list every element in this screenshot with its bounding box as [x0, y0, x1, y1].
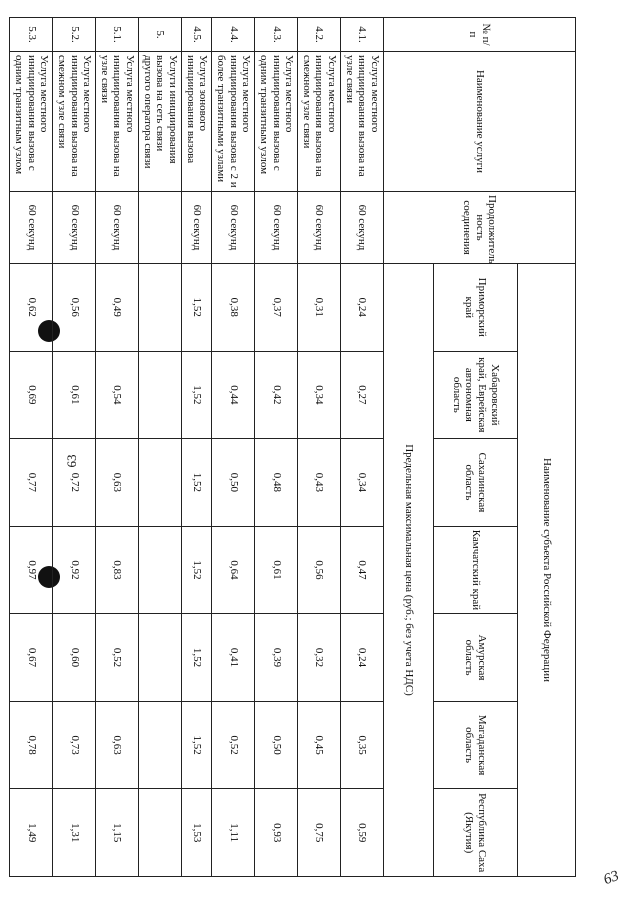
- table-row: [10, 18, 53, 877]
- price-cell: [139, 701, 182, 789]
- row-number: 5.: [139, 18, 182, 52]
- price-cell: 0,38: [212, 264, 255, 352]
- header-region: Сахалинская область: [434, 439, 518, 527]
- price-cell: 0,52: [96, 614, 139, 702]
- price-cell: 1,52: [182, 351, 212, 439]
- price-cell: 0,56: [298, 526, 341, 614]
- price-cell: 0,64: [212, 526, 255, 614]
- table-row: [341, 18, 384, 877]
- price-cell: 0,41: [212, 614, 255, 702]
- duration-cell: 60 секунд: [96, 192, 139, 264]
- price-cell: 0,39: [255, 614, 298, 702]
- header-price-caption: Предельная максимальная цена (руб.; без учета НДС): [384, 264, 434, 877]
- price-cell: 1,11: [212, 789, 255, 877]
- header-region: Республика Саха (Якутия): [434, 789, 518, 877]
- table-row: [96, 18, 139, 877]
- price-cell: 0,61: [255, 526, 298, 614]
- duration-cell: 60 секунд: [298, 192, 341, 264]
- service-name: Услуга местного инициирования вызова с одним транзитным узлом: [10, 52, 53, 192]
- price-cell: 0,47: [341, 526, 384, 614]
- tariff-table: [9, 17, 576, 877]
- tariff-table-body: [10, 18, 384, 877]
- price-cell: [139, 789, 182, 877]
- service-name: Услуги инициирования вызова на сеть связи другого оператора связи: [139, 52, 182, 192]
- price-cell: 0,97: [10, 526, 53, 614]
- duration-cell: 60 секунд: [182, 192, 212, 264]
- price-cell: 0,83: [96, 526, 139, 614]
- table-row: [298, 18, 341, 877]
- duration-cell: 60 секунд: [53, 192, 96, 264]
- price-cell: [139, 526, 182, 614]
- price-cell: 0,61: [53, 351, 96, 439]
- price-cell: 0,60: [53, 614, 96, 702]
- price-cell: 1,52: [182, 614, 212, 702]
- price-cell: 0,48: [255, 439, 298, 527]
- page-number: 63: [64, 454, 79, 468]
- price-cell: 0,67: [10, 614, 53, 702]
- price-cell: 0,92: [53, 526, 96, 614]
- handwritten-signature: 63: [601, 867, 622, 889]
- service-name: Услуга местного инициирования вызова на смежном узле связи: [298, 52, 341, 192]
- price-cell: 1,31: [53, 789, 96, 877]
- price-cell: 0,54: [96, 351, 139, 439]
- duration-cell: 60 секунд: [255, 192, 298, 264]
- price-cell: 1,52: [182, 526, 212, 614]
- service-name: Услуга местного инициирования вызова на смежном узле связи: [53, 52, 96, 192]
- row-number: 4.1.: [341, 18, 384, 52]
- price-cell: 1,49: [10, 789, 53, 877]
- price-cell: 0,31: [298, 264, 341, 352]
- service-name: Услуга зонового инициирования вызова: [182, 52, 212, 192]
- table-row: [139, 18, 182, 877]
- price-cell: 0,62: [10, 264, 53, 352]
- price-cell: 0,50: [255, 701, 298, 789]
- header-region: Магаданская область: [434, 701, 518, 789]
- price-cell: 1,52: [182, 264, 212, 352]
- table-row: [212, 18, 255, 877]
- price-cell: 0,24: [341, 264, 384, 352]
- row-number: 4.4.: [212, 18, 255, 52]
- service-name: Услуга местного инициирования вызова с одним транзитным узлом: [255, 52, 298, 192]
- price-cell: 0,93: [255, 789, 298, 877]
- duration-cell: 60 секунд: [10, 192, 53, 264]
- price-cell: 0,52: [212, 701, 255, 789]
- price-cell: 1,52: [182, 439, 212, 527]
- price-cell: 0,24: [341, 614, 384, 702]
- price-cell: 0,50: [212, 439, 255, 527]
- duration-cell: [139, 192, 182, 264]
- price-cell: [139, 439, 182, 527]
- header-service: Наименование услуги: [384, 52, 576, 192]
- price-cell: 0,35: [341, 701, 384, 789]
- table-row: [255, 18, 298, 877]
- row-number: 4.3.: [255, 18, 298, 52]
- price-cell: 0,43: [298, 439, 341, 527]
- duration-cell: 60 секунд: [341, 192, 384, 264]
- table-row: [182, 18, 212, 877]
- header-region: Приморский край: [434, 264, 518, 352]
- price-cell: 0,27: [341, 351, 384, 439]
- header-subject-group: Наименование субъекта Российской Федерации: [518, 264, 576, 877]
- duration-cell: 60 секунд: [212, 192, 255, 264]
- service-name: Услуга местного инициирования вызова с 2 и более транзитными узлами: [212, 52, 255, 192]
- price-cell: 1,53: [182, 789, 212, 877]
- price-cell: 0,49: [96, 264, 139, 352]
- service-name: Услуга местного инициирования вызова на узле связи: [341, 52, 384, 192]
- service-name: Услуга местного инициирования вызова на узле связи: [96, 52, 139, 192]
- header-no: № п/п: [384, 18, 576, 52]
- price-cell: 1,15: [96, 789, 139, 877]
- price-cell: [139, 614, 182, 702]
- price-cell: 0,59: [341, 789, 384, 877]
- price-cell: 0,56: [53, 264, 96, 352]
- price-cell: 0,44: [212, 351, 255, 439]
- table-row: [53, 18, 96, 877]
- price-cell: 0,73: [53, 701, 96, 789]
- price-cell: 0,63: [96, 701, 139, 789]
- row-number: 4.2.: [298, 18, 341, 52]
- price-cell: 0,32: [298, 614, 341, 702]
- price-cell: [139, 351, 182, 439]
- header-region: Хабаровский край, Еврейская автономная область: [434, 351, 518, 439]
- price-cell: 0,72: [53, 439, 96, 527]
- tariff-table-sheet: [12, 17, 576, 877]
- header-duration: Продолжитель ность соединения: [384, 192, 576, 264]
- price-cell: 0,75: [298, 789, 341, 877]
- header-region: Амурская область: [434, 614, 518, 702]
- price-cell: 0,37: [255, 264, 298, 352]
- price-cell: 0,34: [341, 439, 384, 527]
- price-cell: 0,77: [10, 439, 53, 527]
- price-cell: 0,45: [298, 701, 341, 789]
- header-region: Камчатский край: [434, 526, 518, 614]
- row-number: 4.5.: [182, 18, 212, 52]
- price-cell: 1,52: [182, 701, 212, 789]
- row-number: 5.1.: [96, 18, 139, 52]
- price-cell: 0,34: [298, 351, 341, 439]
- row-number: 5.3.: [10, 18, 53, 52]
- price-cell: 0,42: [255, 351, 298, 439]
- row-number: 5.2.: [53, 18, 96, 52]
- price-cell: 0,63: [96, 439, 139, 527]
- price-cell: 0,78: [10, 701, 53, 789]
- price-cell: [139, 264, 182, 352]
- price-cell: 0,69: [10, 351, 53, 439]
